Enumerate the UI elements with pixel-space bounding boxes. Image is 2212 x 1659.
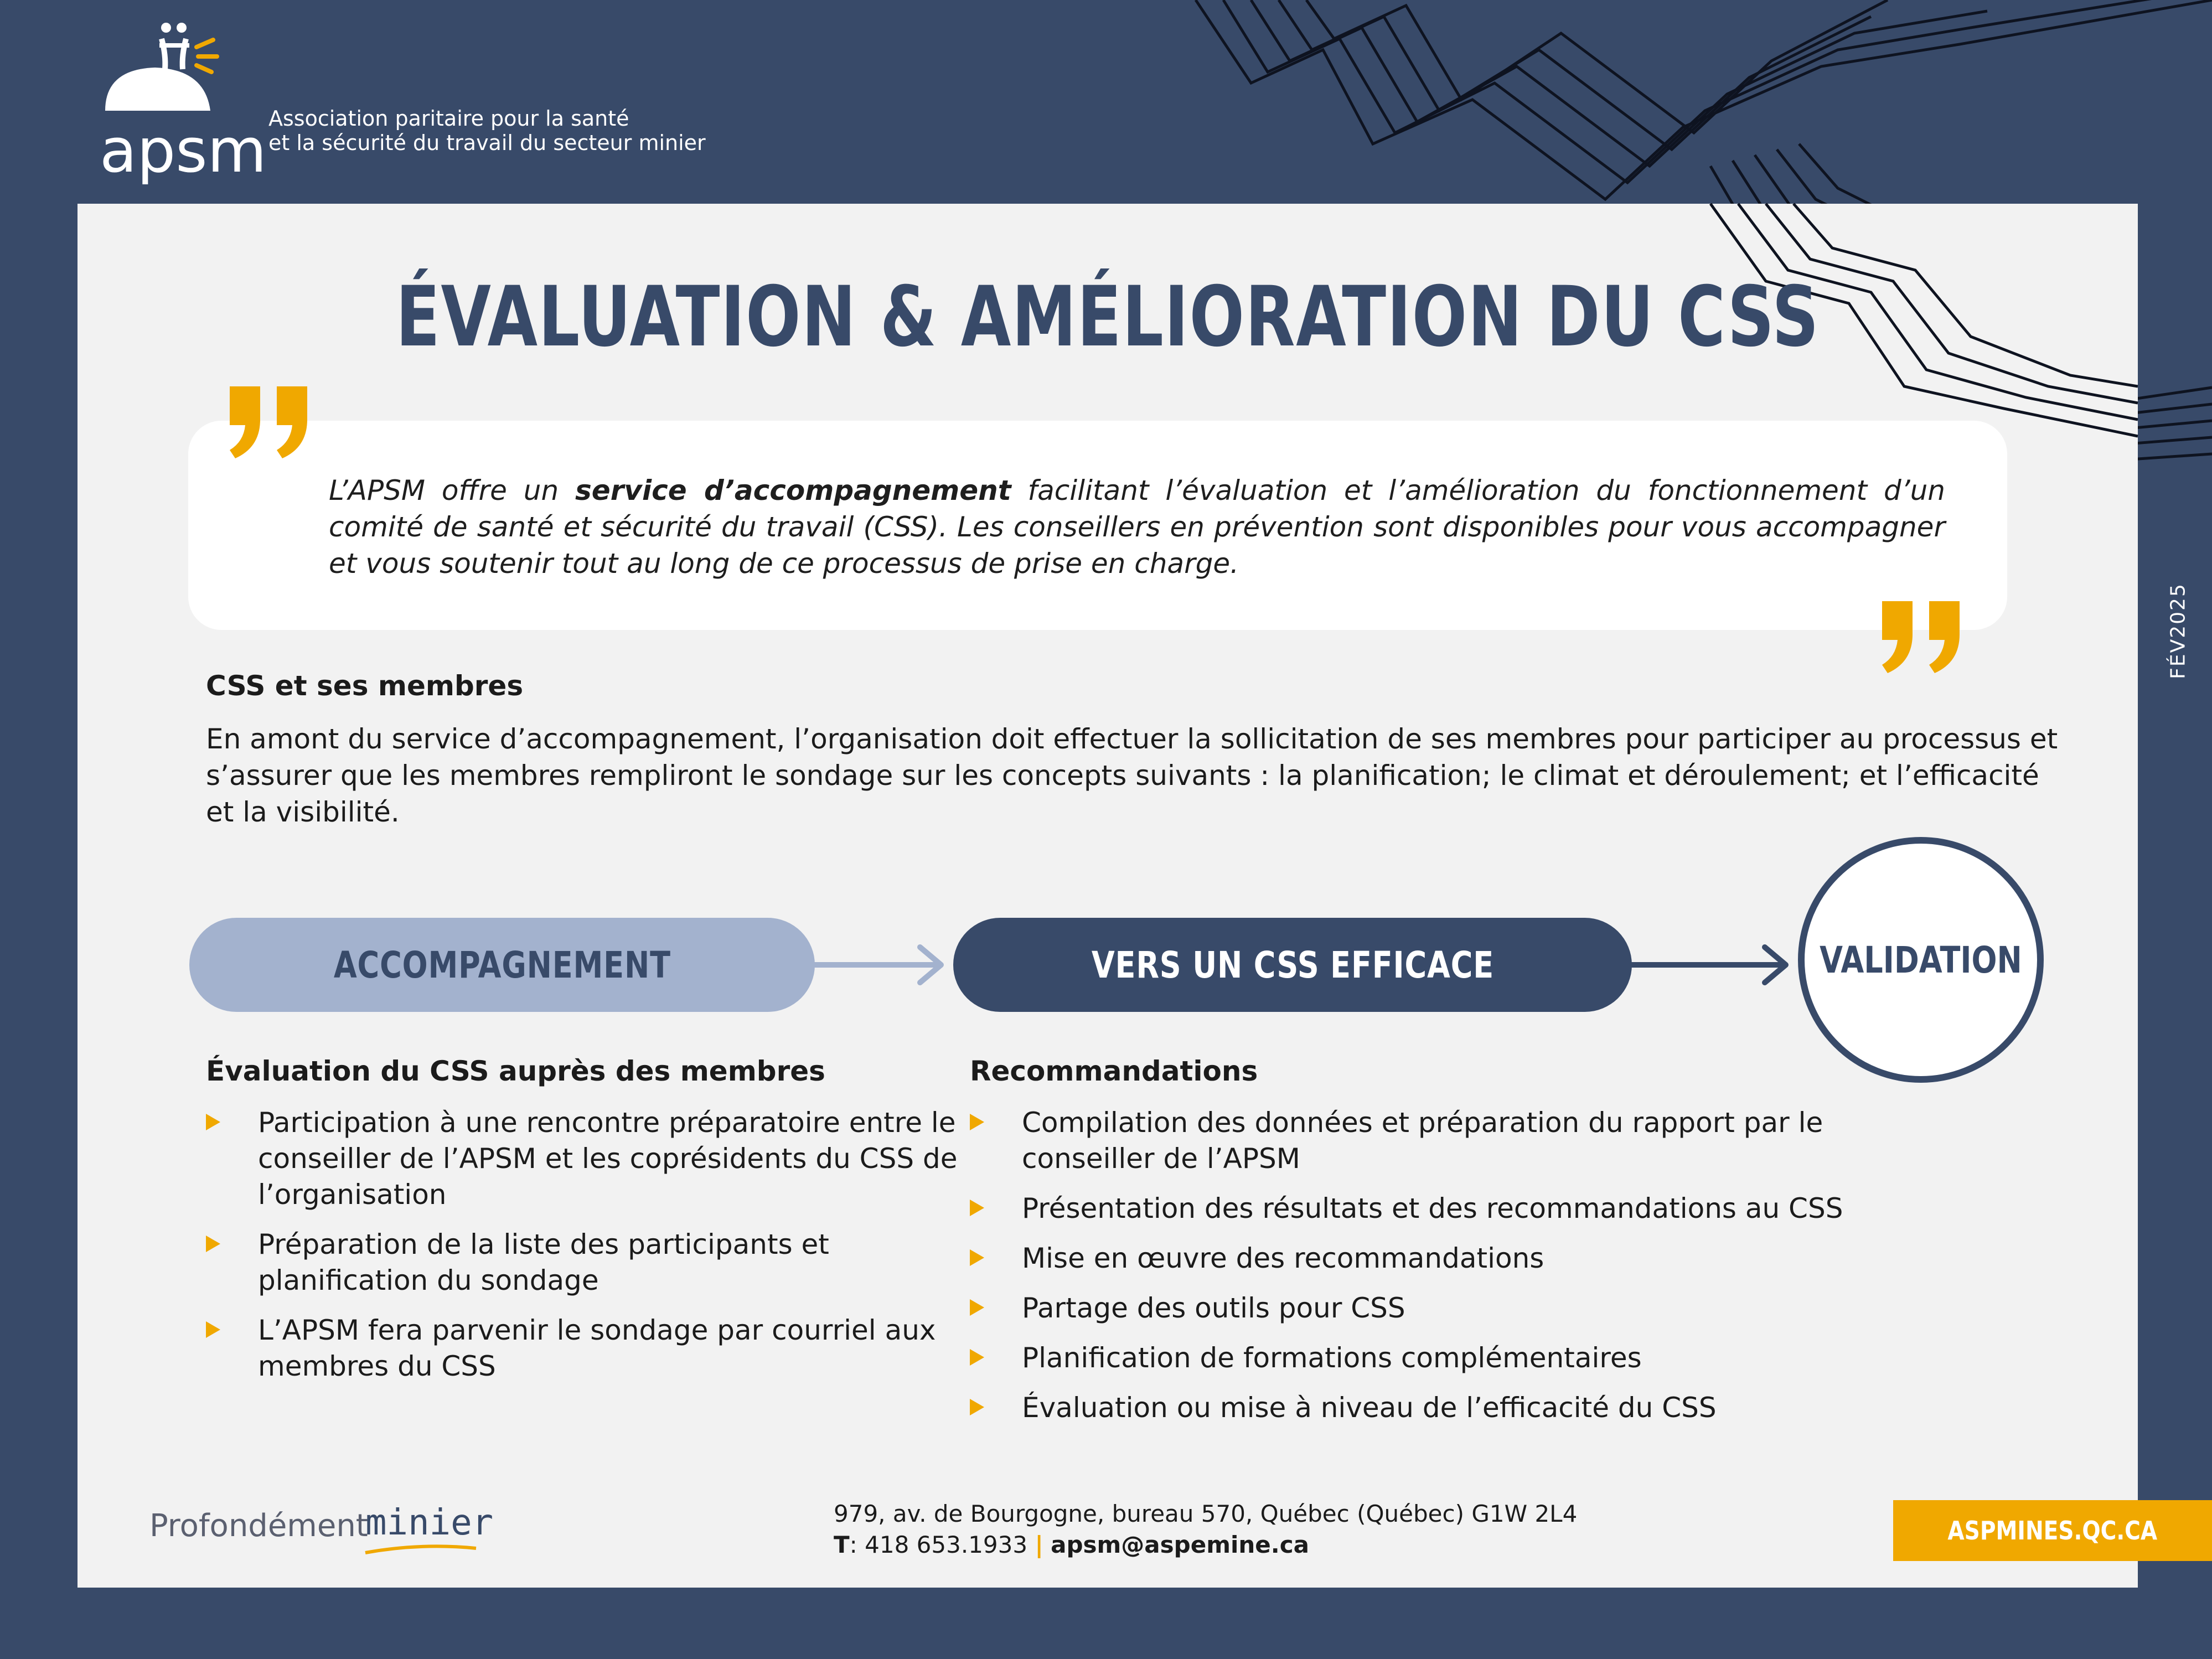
step-vers-css-efficace-label: VERS UN CSS EFFICACE [1091, 943, 1494, 986]
brand-signature-part2: minier [365, 1502, 494, 1543]
list-item-text: Participation à une rencontre préparatoire entre le conseiller de l’APSM et les coprésidents du CSS de l’organisation [258, 1107, 958, 1211]
list-item [970, 1390, 1878, 1426]
list-item [970, 1105, 1878, 1177]
list-item [970, 1340, 1878, 1376]
content-panel [77, 204, 2138, 1588]
arrow-right-icon [1632, 943, 1792, 987]
quote-open-icon [224, 386, 318, 464]
bullet-triangle-icon [970, 1399, 984, 1415]
org-name-line1: Association paritaire pour la santé [268, 106, 629, 131]
evaluation-heading: Évaluation du CSS auprès des membres [206, 1055, 825, 1087]
contact-line [834, 1531, 1309, 1558]
step-vers-css-efficace [953, 918, 1632, 1012]
quote-text [329, 472, 1945, 582]
email-link[interactable]: apsm@aspemine.ca [1051, 1531, 1309, 1558]
list-item [206, 1227, 992, 1299]
members-heading: CSS et ses membres [206, 670, 524, 702]
list-item [206, 1105, 992, 1213]
list-item-text: Présentation des résultats et des recommandations au CSS [1022, 1192, 1843, 1224]
list-item-text: Planification de formations complémentaires [1022, 1342, 1642, 1374]
bullet-triangle-icon [206, 1321, 220, 1338]
list-item [970, 1290, 1878, 1326]
page-title: ÉVALUATION & AMÉLIORATION DU CSS [395, 269, 1820, 365]
brand-swoosh-icon [365, 1541, 476, 1557]
date-label: FÉV2025 [2167, 583, 2190, 679]
phone-label: T [834, 1531, 850, 1558]
bullet-triangle-icon [970, 1249, 984, 1266]
list-item-text: Préparation de la liste des participants et planification du sondage [258, 1228, 829, 1296]
bullet-triangle-icon [206, 1114, 220, 1130]
members-body: En amont du service d’accompagnement, l’organisation doit effectuer la sollicitation de ses membres pour participer au processus et s’assurer que les membres rempliront le sondage sur les concepts suivants : la planification; le climat et déroulement; et l’efficacité et la visibilité. [206, 723, 2058, 828]
contact-separator: | [1035, 1531, 1043, 1558]
bullet-triangle-icon [206, 1236, 220, 1252]
list-item-text: Mise en œuvre des recommandations [1022, 1242, 1544, 1274]
brand-signature-part1: Profondément [149, 1508, 368, 1544]
website-label: ASPMINES.QC.CA [1947, 1516, 2158, 1546]
quote-suffix: facilitant l’évaluation et l’amélioration du fonctionnement d’un comité de santé et sécurité du travail (CSS). Les conseillers en prévention sont disponibles pour vous accompagner et vous soutenir tout au long de ce processus de prise en charge. [329, 474, 1945, 580]
address: 979, av. de Bourgogne, bureau 570, Québec (Québec) G1W 2L4 [834, 1500, 1578, 1527]
quote-close-icon [1877, 601, 1971, 679]
recommandations-list [970, 1105, 1878, 1440]
bullet-triangle-icon [970, 1200, 984, 1216]
bullet-triangle-icon [970, 1349, 984, 1366]
step-validation-label: VALIDATION [1820, 938, 2022, 981]
evaluation-list [206, 1105, 992, 1398]
quote-prefix: L’APSM offre un [329, 474, 576, 507]
website-link[interactable] [1893, 1500, 2212, 1561]
org-name-line2: et la sécurité du travail du secteur minier [268, 131, 706, 155]
phone-number: : 418 653.1933 [849, 1531, 1035, 1558]
arrow-right-icon [815, 943, 948, 987]
logo-wordmark: apsm [100, 115, 267, 186]
list-item-text: Évaluation ou mise à niveau de l’efficacité du CSS [1022, 1392, 1717, 1424]
step-accompagnement-label: ACCOMPAGNEMENT [333, 943, 671, 986]
list-item-text: Partage des outils pour CSS [1022, 1292, 1405, 1324]
step-accompagnement [189, 918, 815, 1012]
step-validation [1798, 837, 2044, 1083]
apsm-logo [94, 17, 267, 186]
quote-bold: service d’accompagnement [575, 474, 1011, 507]
list-item-text: Compilation des données et préparation du rapport par le conseiller de l’APSM [1022, 1107, 1823, 1175]
bullet-triangle-icon [970, 1299, 984, 1316]
bullet-triangle-icon [970, 1114, 984, 1130]
list-item [970, 1191, 1878, 1227]
list-item [206, 1312, 992, 1384]
list-item [970, 1241, 1878, 1276]
recommandations-heading: Recommandations [970, 1055, 1258, 1087]
list-item-text: L’APSM fera parvenir le sondage par courriel aux membres du CSS [258, 1314, 936, 1382]
